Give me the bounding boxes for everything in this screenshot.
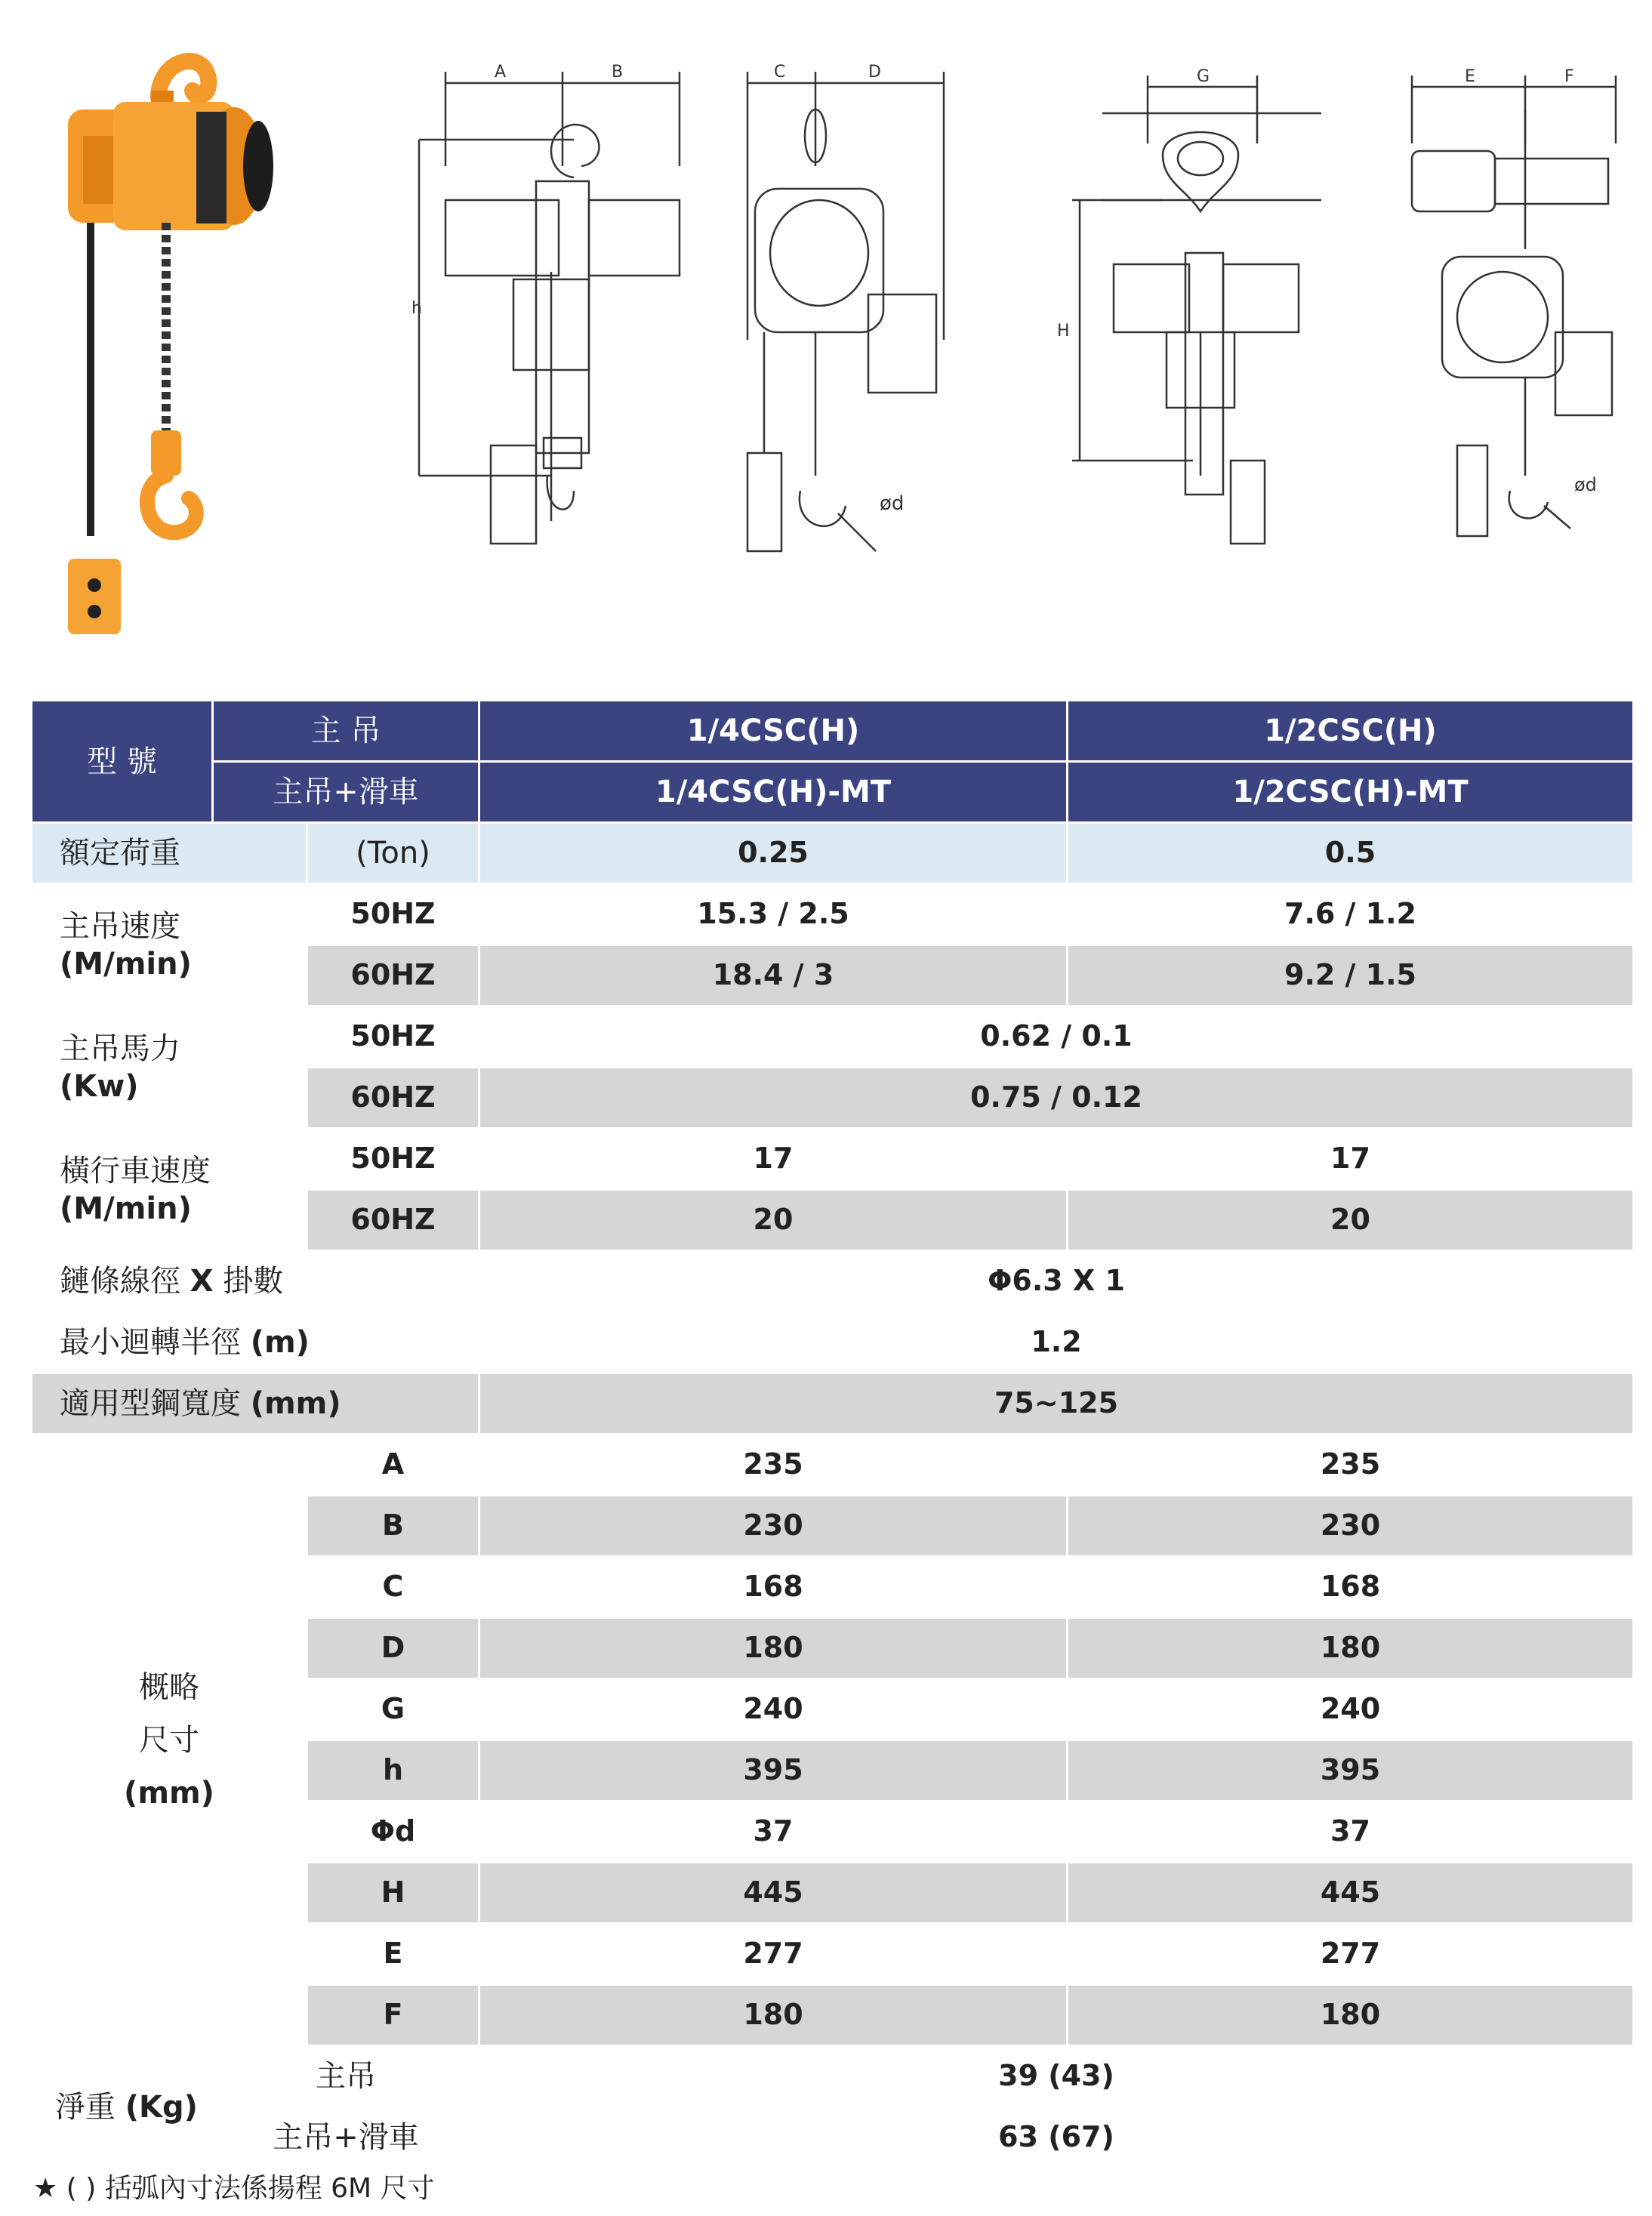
chain-label-x: X xyxy=(190,1264,214,1299)
dim-H-value-1: 445 xyxy=(479,1863,1068,1924)
model-1-name: 1/4CSC(H) xyxy=(479,701,1068,762)
hoist-power-hz60: 60HZ xyxy=(307,1068,479,1129)
dimensions-label-1: 概略 xyxy=(139,1669,199,1705)
dim-c-label: C xyxy=(774,63,786,82)
dim-h-label: h xyxy=(411,299,422,318)
dim-a-value-2: 235 xyxy=(1068,1435,1634,1496)
dim-f-value-1: 180 xyxy=(479,1985,1068,2046)
net-weight-main-value: 39 (43) xyxy=(479,2046,1634,2107)
dim-phid-value-2: 37 xyxy=(1068,1801,1634,1863)
header-row-trolley xyxy=(32,762,1634,823)
hoist-power-label: 主吊馬力 xyxy=(60,1031,180,1066)
front-view-drawing xyxy=(400,53,702,566)
hoist-speed-hz60: 60HZ xyxy=(307,945,479,1006)
dim-h-value-1: 395 xyxy=(479,1740,1068,1801)
rated-load-row xyxy=(32,823,1634,884)
dim-a-label: A xyxy=(495,63,507,82)
dimensions-label-3: (mm) xyxy=(124,1775,214,1811)
hoist-power-hz50: 50HZ xyxy=(307,1006,479,1068)
hoist-power-unit: (Kw) xyxy=(60,1068,139,1104)
net-weight-combo-label: 主吊+滑車 xyxy=(213,2107,479,2168)
hoist-power-50-value: 0.62 / 0.1 xyxy=(479,1006,1634,1068)
net-weight-label: 淨重 xyxy=(55,2089,116,2125)
dim-key-c: C xyxy=(307,1557,479,1618)
dim-f-label: F xyxy=(1564,67,1574,86)
trolley-speed-hz50: 50HZ xyxy=(307,1129,479,1190)
net-weight-label-cell xyxy=(32,2046,213,2168)
dim-a-value-1: 235 xyxy=(479,1435,1068,1496)
beam-width-row xyxy=(32,1373,1634,1435)
hoist-speed-50-value-2: 7.6 / 1.2 xyxy=(1068,884,1634,945)
turn-radius-row xyxy=(32,1312,1634,1373)
hoist-power-row-50 xyxy=(32,1006,1634,1068)
trolley-front-view-drawing xyxy=(1042,53,1344,551)
hoist-power-label-cell xyxy=(32,1006,307,1129)
dim-b-value-2: 230 xyxy=(1068,1496,1634,1557)
dim-phid-label: ød xyxy=(880,492,905,515)
trolley-speed-60-value-2: 20 xyxy=(1068,1190,1634,1251)
dim-H-value-2: 445 xyxy=(1068,1863,1634,1924)
dim-key-h: h xyxy=(307,1740,479,1801)
trolley-speed-label-cell xyxy=(32,1129,307,1251)
rated-load-value-2: 0.5 xyxy=(1068,823,1634,884)
hoist-speed-60-value-2: 9.2 / 1.5 xyxy=(1068,945,1634,1006)
dim-key-f: F xyxy=(307,1985,479,2046)
header-row-main xyxy=(32,701,1634,762)
dim-h-value-2: 395 xyxy=(1068,1740,1634,1801)
turn-radius-label: 最小迴轉半徑 xyxy=(60,1325,241,1360)
hoist-speed-hz50: 50HZ xyxy=(307,884,479,945)
trolley-speed-50-value-2: 17 xyxy=(1068,1129,1634,1190)
beam-width-value: 75~125 xyxy=(479,1373,1634,1435)
dim-key-b: B xyxy=(307,1496,479,1557)
hoist-speed-row-50 xyxy=(32,884,1634,945)
chain-value: Φ6.3 X 1 xyxy=(479,1251,1634,1312)
dim-key-e: E xyxy=(307,1924,479,1985)
model-2-name: 1/2CSC(H) xyxy=(1068,701,1634,762)
hoist-speed-label-cell xyxy=(32,884,307,1006)
dim-g-value-2: 240 xyxy=(1068,1679,1634,1740)
dim-key-phid: Φd xyxy=(307,1801,479,1863)
hoist-speed-50-value-1: 15.3 / 2.5 xyxy=(479,884,1068,945)
dim-c-value-1: 168 xyxy=(479,1557,1068,1618)
net-weight-row-main xyxy=(32,2046,1634,2107)
dim-key-g: G xyxy=(307,1679,479,1740)
main-hoist-label: 主 吊 xyxy=(213,701,479,762)
model-label: 型 號 xyxy=(87,744,157,779)
dim-g-value-1: 240 xyxy=(479,1679,1068,1740)
hoist-product-photo xyxy=(45,23,317,642)
beam-width-label-cell xyxy=(32,1373,479,1435)
dim-c-value-2: 168 xyxy=(1068,1557,1634,1618)
specification-table xyxy=(30,699,1635,2169)
net-weight-main-label: 主吊 xyxy=(213,2046,479,2107)
dim-H-label: H xyxy=(1057,322,1070,341)
dim-d-label: D xyxy=(868,63,881,82)
trolley-speed-row-50 xyxy=(32,1129,1634,1190)
rated-load-value-1: 0.25 xyxy=(479,823,1068,884)
footnote: ★ ( ) 括弧內寸法係揚程 6M 尺寸 xyxy=(33,2173,435,2204)
hoist-speed-unit: (M/min) xyxy=(60,946,192,982)
dim-key-d: D xyxy=(307,1618,479,1679)
trolley-speed-label: 橫行車速度 xyxy=(60,1153,211,1188)
dim-phid-label-2: ød xyxy=(1574,474,1597,495)
dim-key-a: A xyxy=(307,1435,479,1496)
chain-label: 鏈條線徑 xyxy=(60,1264,180,1299)
dim-key-H: H xyxy=(307,1863,479,1924)
product-illustration-area xyxy=(0,0,1652,680)
hoist-speed-60-value-1: 18.4 / 3 xyxy=(479,945,1068,1006)
chain-row xyxy=(32,1251,1634,1312)
trolley-side-view-drawing xyxy=(1389,53,1631,551)
dim-d-value-2: 180 xyxy=(1068,1618,1634,1679)
model-2-mt-name: 1/2CSC(H)-MT xyxy=(1068,762,1634,823)
hoist-speed-label: 主吊速度 xyxy=(60,908,180,944)
turn-radius-unit: (m) xyxy=(250,1325,310,1360)
dim-e-value-2: 277 xyxy=(1068,1924,1634,1985)
dim-row-a xyxy=(32,1435,1634,1496)
net-weight-row-combo xyxy=(32,2107,1634,2168)
dim-e-label: E xyxy=(1465,67,1475,86)
rated-load-label: 額定荷重 xyxy=(32,823,307,884)
dim-d-value-1: 180 xyxy=(479,1618,1068,1679)
turn-radius-value: 1.2 xyxy=(479,1312,1634,1373)
net-weight-unit: (Kg) xyxy=(125,2089,198,2125)
turn-radius-label-cell xyxy=(32,1312,479,1373)
beam-width-unit: (mm) xyxy=(250,1386,341,1421)
model-1-mt-name: 1/4CSC(H)-MT xyxy=(479,762,1068,823)
rated-load-unit: (Ton) xyxy=(307,823,479,884)
net-weight-combo-value: 63 (67) xyxy=(479,2107,1634,2168)
dim-phid-value-1: 37 xyxy=(479,1801,1068,1863)
hoist-trolley-label: 主吊+滑車 xyxy=(213,762,479,823)
dimensions-label-2: 尺寸 xyxy=(139,1722,199,1758)
hoist-power-60-value: 0.75 / 0.12 xyxy=(479,1068,1634,1129)
trolley-speed-50-value-1: 17 xyxy=(479,1129,1068,1190)
trolley-speed-unit: (M/min) xyxy=(60,1191,192,1226)
beam-width-label: 適用型鋼寬度 xyxy=(60,1386,241,1421)
dim-g-label: G xyxy=(1197,67,1210,86)
dim-e-value-1: 277 xyxy=(479,1924,1068,1985)
side-view-drawing xyxy=(725,53,982,566)
dim-b-value-1: 230 xyxy=(479,1496,1068,1557)
chain-label-cell xyxy=(32,1251,479,1312)
model-header-cell xyxy=(32,701,213,823)
chain-label-tail: 掛數 xyxy=(223,1264,284,1299)
dim-b-label: B xyxy=(612,63,624,82)
dim-f-value-2: 180 xyxy=(1068,1985,1634,2046)
trolley-speed-60-value-1: 20 xyxy=(479,1190,1068,1251)
trolley-speed-hz60: 60HZ xyxy=(307,1190,479,1251)
dimensions-label-cell xyxy=(32,1435,307,2046)
